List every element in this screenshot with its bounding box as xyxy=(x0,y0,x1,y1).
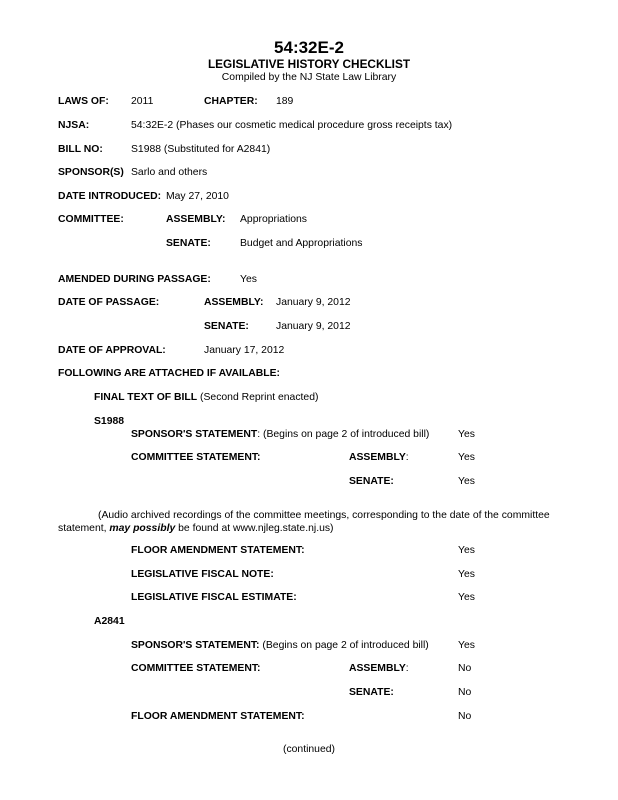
a2841-assembly-colon: : xyxy=(405,663,409,674)
njsa-value: 54:32E-2 (Phases our cosmetic medical procedure gross receipts tax) xyxy=(131,120,453,131)
a2841-sponsor-note: (Begins on page 2 of introduced bill) xyxy=(259,640,429,651)
bill-a2841-heading: A2841 xyxy=(94,616,125,627)
a2841-committee-label: COMMITTEE STATEMENT: xyxy=(131,663,261,674)
final-text-note: (Second Reprint enacted) xyxy=(200,392,319,403)
a2841-assembly-row xyxy=(349,663,409,675)
s1988-assembly-row xyxy=(349,452,409,464)
audio-note-emphasis: may possibly xyxy=(109,522,176,534)
date-introduced-label: DATE INTRODUCED: xyxy=(58,191,162,202)
sponsors-value: Sarlo and others xyxy=(131,167,208,178)
committee-senate-label: SENATE: xyxy=(166,238,211,249)
s1988-sponsor-label: SPONSOR'S STATEMENT xyxy=(131,429,258,440)
laws-of-label: LAWS OF: xyxy=(58,96,109,107)
final-text-row xyxy=(94,392,318,404)
s1988-fiscal-estimate-label: LEGISLATIVE FISCAL ESTIMATE: xyxy=(131,592,297,603)
a2841-assembly-value: No xyxy=(458,663,472,674)
passage-assembly-label: ASSEMBLY: xyxy=(204,297,264,308)
approval-label: DATE OF APPROVAL: xyxy=(58,345,166,356)
a2841-assembly-label: ASSEMBLY xyxy=(349,663,406,674)
a2841-sponsor-row xyxy=(131,640,429,652)
a2841-sponsor-value: Yes xyxy=(458,640,475,651)
s1988-assembly-value: Yes xyxy=(458,452,475,463)
passage-assembly-value: January 9, 2012 xyxy=(276,297,351,308)
a2841-floor-value: No xyxy=(458,711,472,722)
s1988-senate-label: SENATE: xyxy=(349,476,394,487)
bill-s1988-heading: S1988 xyxy=(94,416,125,427)
committee-assembly-label: ASSEMBLY: xyxy=(166,214,226,225)
s1988-fiscal-note-value: Yes xyxy=(458,569,475,580)
audio-note-text-2: be found at www.njleg.state.nj.us) xyxy=(175,522,334,534)
amended-label: AMENDED DURING PASSAGE: xyxy=(58,274,211,285)
compiled-by: Compiled by the NJ State Law Library xyxy=(221,72,397,83)
amended-value: Yes xyxy=(240,274,257,285)
a2841-senate-label: SENATE: xyxy=(349,687,394,698)
s1988-sponsor-row xyxy=(131,429,429,441)
committee-senate-value: Budget and Appropriations xyxy=(240,238,363,249)
final-text-label: FINAL TEXT OF BILL xyxy=(94,392,198,403)
s1988-assembly-colon: : xyxy=(405,452,409,463)
passage-label: DATE OF PASSAGE: xyxy=(58,297,160,308)
laws-of-value: 2011 xyxy=(131,96,154,107)
s1988-assembly-label: ASSEMBLY xyxy=(349,452,406,463)
s1988-floor-label: FLOOR AMENDMENT STATEMENT: xyxy=(131,545,305,556)
page-subtitle: LEGISLATIVE HISTORY CHECKLIST xyxy=(207,57,411,71)
page-title: 54:32E-2 xyxy=(274,38,344,57)
a2841-sponsor-label: SPONSOR'S STATEMENT: xyxy=(131,640,260,651)
s1988-sponsor-value: Yes xyxy=(458,429,475,440)
audio-note-text-1: (Audio archived recordings of the committee meetings, corresponding to the date of the committee statement, xyxy=(58,510,550,534)
chapter-value: 189 xyxy=(276,96,294,107)
bill-no-value: S1988 (Substituted for A2841) xyxy=(131,144,271,155)
continued-note: (continued) xyxy=(283,744,335,755)
s1988-senate-value: Yes xyxy=(458,476,475,487)
committee-label: COMMITTEE: xyxy=(58,214,124,225)
sponsors-label: SPONSOR(S) xyxy=(58,167,124,178)
s1988-fiscal-note-label: LEGISLATIVE FISCAL NOTE: xyxy=(131,569,274,580)
a2841-senate-value: No xyxy=(458,687,472,698)
audio-archive-note xyxy=(58,510,578,535)
date-introduced-value: May 27, 2010 xyxy=(166,191,229,202)
s1988-floor-value: Yes xyxy=(458,545,475,556)
committee-assembly-value: Appropriations xyxy=(240,214,308,225)
s1988-committee-label: COMMITTEE STATEMENT: xyxy=(131,452,261,463)
passage-senate-value: January 9, 2012 xyxy=(276,321,351,332)
attached-heading: FOLLOWING ARE ATTACHED IF AVAILABLE: xyxy=(58,368,281,379)
njsa-label: NJSA: xyxy=(58,120,90,131)
s1988-sponsor-note: : (Begins on page 2 of introduced bill) xyxy=(257,429,430,440)
chapter-label: CHAPTER: xyxy=(204,96,258,107)
bill-no-label: BILL NO: xyxy=(58,144,103,155)
s1988-fiscal-estimate-value: Yes xyxy=(458,592,475,603)
passage-senate-label: SENATE: xyxy=(204,321,249,332)
a2841-floor-label: FLOOR AMENDMENT STATEMENT: xyxy=(131,711,305,722)
approval-value: January 17, 2012 xyxy=(204,345,285,356)
